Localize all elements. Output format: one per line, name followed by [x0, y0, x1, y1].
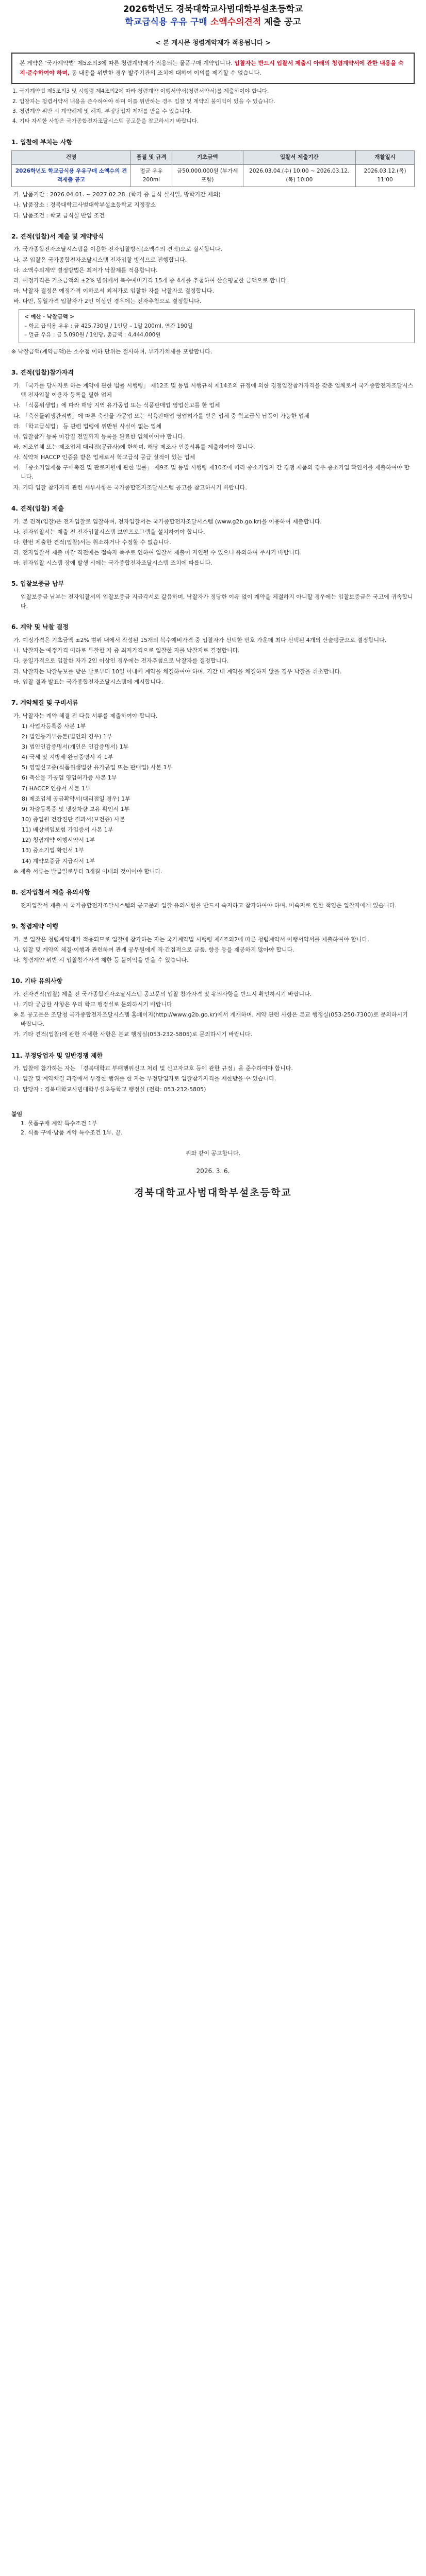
section-11-list [11, 1064, 415, 1094]
list-item: 라. 전자입찰서 제출 마감 직전에는 접속자 폭주로 인하여 입찰서 제출이 지연될 수 있으니 유의하여 주시기 바랍니다. [13, 549, 302, 556]
closing-block [11, 1110, 415, 1201]
list-item: 가. 낙찰자는 계약 체결 전 다음 서류를 제출하여야 합니다. [13, 712, 158, 719]
section-6 [11, 622, 415, 687]
list-item: 바. 제조업체 또는 제조업체 대리점(공급사)에 한하며, 해당 제조사 인증서류를 제출하여야 합니다. [13, 444, 255, 451]
closing-statement: 위와 같이 공고합니다. [185, 1150, 241, 1157]
list-item: 나. 기타 궁금한 사항은 우리 학교 행정실로 문의하시기 바랍니다. [13, 1001, 174, 1008]
list-item: 10) 종업원 건강진단 결과서(보건증) 사본 [22, 816, 125, 823]
notice-document [11, 3, 415, 1201]
integrity-notice-box [11, 53, 415, 84]
section-1 [11, 138, 415, 221]
list-item: 다. 한번 제출한 견적(입찰)서는 취소하거나 수정할 수 없습니다. [13, 538, 171, 546]
list-item: 11) 배상책임보험 가입증서 사본 1부 [22, 826, 113, 834]
title-end: 제출 공고 [264, 16, 301, 27]
price-box-title: < 예산 · 낙찰금액 > [24, 314, 75, 320]
intro-item: 1. 국가계약법 제5조의3 및 시행령 제4조의2에 따라 청렴계약 이행서약서(청렴서약서)를 제출하여야 합니다. [12, 88, 269, 95]
list-item: 가. 「국가를 당사자로 하는 계약에 관한 법률 시행령」 제12조 및 동법 시행규칙 제14조의 규정에 의한 경쟁입찰참가자격을 갖춘 업체로서 국가종합전자조달시스템 전자입찰 이용자 등록을 필한 업체 [13, 382, 414, 399]
list-item: 마. 입찰참가 등록 마감일 전일까지 등록을 완료한 업체이어야 합니다. [13, 433, 185, 440]
list-item: 나. 납품장소 : 경북대학교사범대학부설초등학교 지정장소 [13, 201, 156, 209]
section-6-title: 6. 계약 및 낙찰 결정 [11, 623, 69, 631]
list-item: 마. 입찰 결과 발표는 국가종합전자조달시스템에 게시합니다. [13, 678, 163, 685]
list-item: 라. 낙찰자는 낙찰통보를 받은 날로부터 10일 이내에 계약을 체결하여야 하며, 기간 내 계약을 체결하지 않을 경우 낙찰을 취소합니다. [13, 668, 342, 675]
table-header: 기초금액 [172, 151, 243, 164]
section-6-list [11, 636, 415, 687]
title-line1: 2026학년도 경북대학교사범대학부설초등학교 [123, 4, 303, 14]
page-title [11, 3, 415, 28]
section-1-list [11, 190, 415, 220]
section-2-list [11, 245, 415, 306]
section-9 [11, 922, 415, 965]
list-item: 바. 다만, 동일가격 입찰자가 2인 이상인 경우에는 전자추첨으로 결정합니다. [13, 298, 202, 305]
section-5-title: 5. 입찰보증금 납부 [11, 580, 64, 588]
list-item: 8) 제조업체 공급확약서(대리점일 경우) 1부 [22, 795, 130, 802]
section-11-title: 11. 부정당업자 및 일반경쟁 제한 [11, 1052, 103, 1059]
list-item: 가. 전자견적(입찰) 제출 전 국가종합전자조달시스템 공고문의 입찰 참가자격 및 유의사항을 반드시 확인하시기 바랍니다. [13, 990, 312, 997]
section-4-list [11, 517, 415, 568]
bid-info-table [11, 150, 415, 187]
intro-list [11, 87, 415, 126]
integrity-banner: < 본 게시문 청렴계약제가 적용됩니다 > [155, 39, 271, 47]
notice-line2: 입찰자는 반드시 입찰서 제출시 아래의 청렴계약서에 관한 내용을 숙지·준수하여야 하며, [20, 59, 404, 76]
attachment-title: 붙임 [11, 1110, 23, 1117]
table-cell: 2026.03.12.(목) 11:00 [356, 164, 415, 187]
section-8-text: 전자입찰서 제출 시 국가종합전자조달시스템의 공고문과 입찰 유의사항을 반드시 숙지하고 참가하여야 하며, 미숙지로 인한 책임은 입찰자에게 있습니다. [21, 902, 397, 909]
table-cell: 멸균 우유 200ml [131, 164, 172, 187]
section-3-title: 3. 견적(입찰)참가자격 [11, 369, 74, 377]
attachment-item: 2. 식품 구매·납품 계약 특수조건 1부. 끝. [21, 1129, 123, 1137]
list-item: 가. 국가종합전자조달시스템을 이용한 전자입찰방식(소액수의 견적)으로 실시합니다. [13, 246, 222, 253]
section-1-title: 1. 입찰에 부치는 사항 [11, 138, 73, 146]
intro-item: 3. 청렴계약 위반 시 계약해제 및 해지, 부정당업자 제재를 받을 수 있습니다. [12, 108, 192, 114]
list-item: 나. 입찰 및 계약의 체결·이행과 관련하여 관계 공무원에게 직·간접적으로 금품, 향응 등을 제공하지 않아야 합니다. [13, 946, 294, 953]
list-item: 4) 국세 및 지방세 완납증명서 각 1부 [22, 754, 113, 761]
title-line2: 학교급식용 우유 구매 [125, 16, 207, 27]
list-item: 1) 사업자등록증 사본 1부 [22, 722, 86, 730]
list-item: 가. 기타 견적(입찰)에 관한 자세한 사항은 본교 행정실(053-232-5805)로 문의하시기 바랍니다. [13, 1031, 252, 1038]
section-7-list [11, 711, 415, 876]
list-item: 5) 영업신고증(식품위생법상 유가공업 또는 판매업) 사본 1부 [22, 764, 173, 771]
list-item: 2) 법인등기부등본(법인의 경우) 1부 [22, 733, 112, 740]
section-10-title: 10. 기타 유의사항 [11, 977, 63, 985]
section-5-text: 입찰보증금 납부는 전자입찰서의 입찰보증금 지급각서로 갈음하며, 낙찰자가 정당한 이유 없이 계약을 체결하지 아니할 경우에는 입찰보증금은 국고에 귀속합니다. [21, 594, 413, 610]
list-item: ※ 본 공고문은 조달청 국가종합전자조달시스템 홈페이지(http://www.g2b.go.kr)에서 게재하며, 계약 관련 사항은 본교 행정실(053-250-7300)로 문의하시기 바랍니다. [13, 1011, 408, 1028]
table-header-row [12, 151, 415, 164]
notice-date: 2026. 3. 6. [196, 1167, 230, 1175]
list-item: 다. 납품조건 : 학교 급식실 반입 조건 [13, 212, 105, 219]
list-item: 9) 차량등록증 및 냉장차량 보유 확인서 1부 [22, 805, 130, 812]
table-header: 품질 및 규격 [131, 151, 172, 164]
list-item: 라. 「학교급식법」 등 관련 법령에 위반된 사실이 없는 업체 [13, 422, 162, 430]
list-item: 다. 「축산물위생관리법」에 따른 축산물 가공업 또는 식육판매업 영업허가를 받은 업체 중 학교급식 납품이 가능한 업체 [13, 412, 309, 419]
list-item: 가. 본 견적(입찰)은 전자입찰로 입찰하며, 전자입찰서는 국가종합전자조달시스템 (www.g2b.go.kr)을 이용하여 제출합니다. [13, 518, 322, 525]
section-4-title: 4. 견적(입찰) 제출 [11, 504, 64, 512]
list-item: 나. 전자입찰서는 제출 전 전자입찰시스템 보안프로그램을 설치하여야 합니다. [13, 528, 205, 535]
section-9-title: 9. 청렴계약 이행 [11, 922, 58, 930]
notice-line1: 본 게약은 '국가계약법' 제5조의3에 따른 청렴계약제가 적용되는 물품구매 계약입니다. [20, 59, 233, 66]
list-item: 나. 낙찰자는 예정가격 이하로 투찰한 자 중 최저가격으로 입찰한 자를 낙찰자로 결정합니다. [13, 647, 240, 654]
list-item: 6) 축산물 가공업 영업허가증 사본 1부 [22, 774, 117, 782]
list-item: 다. 동일가격으로 입찰한 자가 2인 이상인 경우에는 전자추첨으로 낙찰자를 결정합니다. [13, 657, 229, 665]
section-4 [11, 504, 415, 568]
section-8-title: 8. 전자입찰서 제출 유의사항 [11, 888, 90, 896]
section-2-note: ※ 낙찰금액(계약금액)은 소수점 이하 단위는 절사하며, 부가가치세를 포함합니다. [11, 348, 212, 355]
list-item: 나. 본 입찰은 국가종합전자조달시스템 전자입찰 방식으로 진행합니다. [13, 256, 187, 263]
attachment-item: 1. 물품구매 계약 특수조건 1부 [21, 1120, 97, 1127]
section-3 [11, 368, 415, 492]
list-item: 13) 중소기업 확인서 1부 [22, 847, 84, 854]
intro-item: 2. 입찰자는 청렴서약서 내용을 준수하여야 하며 이를 위반하는 경우 입찰 및 계약의 불이익이 있을 수 있습니다. [12, 98, 275, 105]
list-item: 가. 납품기간 : 2026.04.01. ~ 2027.02.28. (학기 중 급식 실시일, 방학기간 제외) [13, 191, 221, 198]
section-2 [11, 232, 415, 357]
section-9-list [11, 935, 415, 965]
list-item: 다. 청렴계약 위반 시 입찰참가자격 제한 등 불이익을 받을 수 있습니다. [13, 956, 189, 963]
section-7 [11, 698, 415, 876]
section-5 [11, 579, 415, 611]
section-8 [11, 888, 415, 910]
list-item: 자. 기타 입찰 참가자격 관련 세부사항은 국가종합전자조달시스템 공고를 참고하시기 바랍니다. [13, 484, 247, 491]
table-cell: 2026학년도 학교급식용 우유구매 소액수의 견적제출 공고 [12, 164, 131, 187]
price-box [19, 309, 415, 343]
list-item: 12) 청렴계약 이행서약서 1부 [22, 837, 95, 844]
table-header: 건명 [12, 151, 131, 164]
list-item: 나. 「식품위생법」에 따라 해당 지역 유가공업 또는 식품판매업 영업신고를 한 업체 [13, 402, 220, 409]
list-item: 아. 「중소기업제품 구매촉진 및 판로지원에 관한 법률」 제9조 및 동법 시행령 제10조에 따라 중소기업자 간 경쟁 제품의 경우 중소기업 확인서를 제출하여야 합니다. [13, 464, 410, 481]
list-item: 가. 본 입찰은 청렴계약제가 적용되므로 입찰에 참가하는 자는 국가계약법 시행령 제4조의2에 따른 청렴계약서 이행서약서를 제출하여야 합니다. [13, 936, 369, 943]
table-header: 입찰서 제출기간 [243, 151, 355, 164]
list-item: 사. 식약처 HACCP 인증을 받은 업체로서 학교급식 공급 실적이 있는 업체 [13, 454, 195, 461]
list-item: 라. 예정가격은 기초금액의 ±2% 범위에서 복수예비가격 15개 중 4개를 추첨하여 산술평균한 금액으로 합니다. [13, 277, 288, 284]
list-item: 나. 입찰 및 계약체결 과정에서 부정한 행위를 한 자는 부정당업자로 입찰참가자격을 제한받을 수 있습니다. [13, 1075, 276, 1082]
list-item: 가. 예정가격은 기초금액 ±2% 범위 내에서 작성된 15개의 복수예비가격 중 입찰자가 선택한 번호 가운데 최다 선택된 4개의 산술평균으로 결정합니다. [13, 637, 387, 644]
intro-item: 4. 기타 자세한 사항은 국가종합전자조달시스템 공고문을 참고하시기 바랍니다. [12, 118, 199, 125]
section-3-list [11, 381, 415, 493]
list-item: 7) HACCP 인증서 사본 1부 [22, 785, 91, 792]
section-10 [11, 976, 415, 1040]
notice-line3: 동 내용을 위반한 경우 발주기관의 조치에 대하여 이의를 제기할 수 없습니다. [71, 69, 261, 76]
price-box-line: – 멸균 우유 : 금 5,090원 / 1인당, 총금액 : 4,444,000원 [24, 331, 161, 338]
title-highlight: 소액수의견적 [210, 16, 261, 27]
list-item: 다. 소액수의계약 결정방법은 최저가 낙찰제를 적용합니다. [13, 266, 158, 274]
section-7-title: 7. 계약체결 및 구비서류 [11, 699, 78, 706]
table-header: 개찰일시 [356, 151, 415, 164]
price-box-line: – 학교 급식용 우유 : 금 425,730원 / 1인당 – 1일 200ml, 연간 190일 [24, 323, 193, 329]
list-item: 3) 법인인감증명서(개인은 인감증명서) 1부 [22, 743, 129, 751]
list-item: 마. 낙찰자 결정은 예정가격 이하로서 최저가로 입찰한 자를 낙찰자로 결정합니다. [13, 287, 215, 295]
list-item: 마. 전자입찰 시스템 장애 발생 시에는 국가종합전자조달시스템 조치에 따릅니다. [13, 560, 212, 567]
table-cell: 2026.03.04.(수) 10:00 ~ 2026.03.12.(목) 10:00 [243, 164, 355, 187]
section-2-title: 2. 견적(입찰)서 제출 및 계약방식 [11, 232, 104, 240]
list-item: 다. 담당자 : 경북대학교사범대학부설초등학교 행정실 (전화: 053-232-5805) [13, 1086, 206, 1093]
list-item: 가. 입찰에 참가하는 자는 「경북대학교 부패행위신고 처리 및 신고자보호 등에 관한 규정」을 준수하여야 합니다. [13, 1065, 293, 1072]
table-cell: 금50,000,000원 (부가세 포함) [172, 164, 243, 187]
school-signature: 경북대학교사범대학부설초등학교 [134, 1187, 292, 1199]
section-11 [11, 1051, 415, 1094]
section-10-list [11, 990, 415, 1040]
list-item: 14) 계약보증금 지급각서 1부 [22, 857, 95, 865]
list-item: ※ 제출 서류는 발급일로부터 3개월 이내의 것이어야 합니다. [13, 868, 162, 875]
table-row [12, 164, 415, 187]
